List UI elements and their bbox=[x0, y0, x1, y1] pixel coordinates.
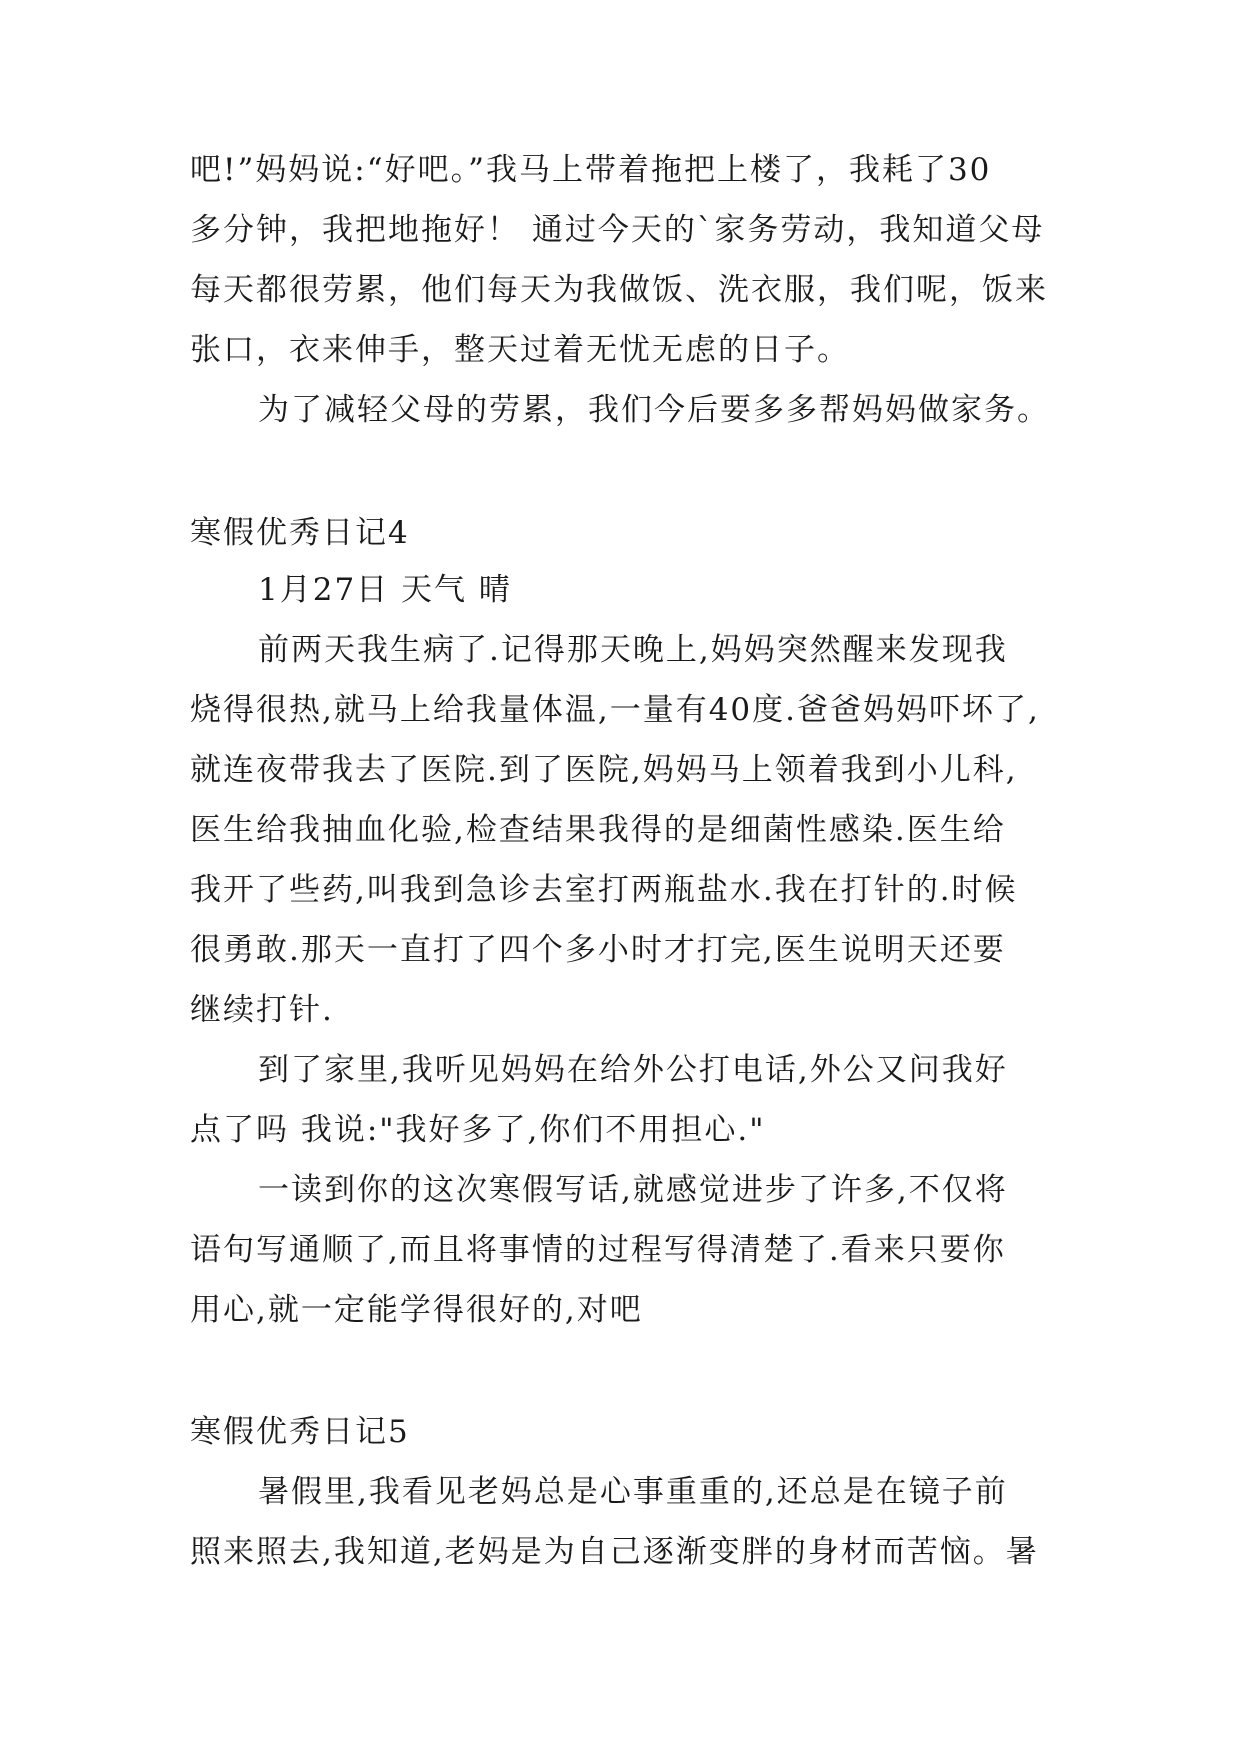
paragraph-line: 到了家里,我听见妈妈在给外公打电话,外公又问我好 bbox=[258, 1052, 1008, 1088]
paragraph-line: 语句写通顺了,而且将事情的过程写得清楚了.看来只要你 bbox=[190, 1232, 1006, 1268]
section-title: 寒假优秀日记5 bbox=[190, 1414, 410, 1450]
date-line: 1月27日 天气 晴 bbox=[258, 572, 512, 608]
paragraph-line: 继续打针. bbox=[190, 992, 334, 1028]
paragraph-line: 前两天我生病了.记得那天晚上,妈妈突然醒来发现我 bbox=[258, 632, 1008, 668]
paragraph-line: 医生给我抽血化验,检查结果我得的是细菌性感染.医生给 bbox=[190, 812, 1006, 848]
paragraph-line: 就连夜带我去了医院.到了医院,妈妈马上领着我到小儿科, bbox=[190, 752, 1018, 788]
paragraph-line: 为了减轻父母的劳累，我们今后要多多帮妈妈做家务。 bbox=[258, 392, 1050, 428]
paragraph-line: 用心,就一定能学得很好的,对吧 bbox=[190, 1292, 643, 1328]
paragraph-line: 每天都很劳累，他们每天为我做饭、洗衣服，我们呢，饭来 bbox=[190, 272, 1048, 308]
paragraph-line: 点了吗 我说:"我好多了,你们不用担心." bbox=[190, 1112, 766, 1148]
paragraph-line: 多分钟，我把地拖好！ 通过今天的`家务劳动，我知道父母 bbox=[190, 212, 1045, 248]
paragraph-line: 吧!”妈妈说:“好吧。”我马上带着拖把上楼了，我耗了30 bbox=[190, 152, 992, 188]
paragraph-line: 我开了些药,叫我到急诊去室打两瓶盐水.我在打针的.时候 bbox=[190, 872, 1018, 908]
paragraph-line: 很勇敢.那天一直打了四个多小时才打完,医生说明天还要 bbox=[190, 932, 1006, 968]
paragraph-line: 暑假里,我看见老妈总是心事重重的,还总是在镜子前 bbox=[258, 1474, 1008, 1510]
paragraph-line: 一读到你的这次寒假写话,就感觉进步了许多,不仅将 bbox=[258, 1172, 1008, 1208]
section-title: 寒假优秀日记4 bbox=[190, 515, 410, 551]
paragraph-line: 张口，衣来伸手，整天过着无忧无虑的日子。 bbox=[190, 332, 850, 368]
paragraph-line: 烧得很热,就马上给我量体温,一量有40度.爸爸妈妈吓坏了, bbox=[190, 692, 1040, 728]
paragraph-line: 照来照去,我知道,老妈是为自己逐渐变胖的身材而苦恼。暑 bbox=[190, 1534, 1039, 1570]
